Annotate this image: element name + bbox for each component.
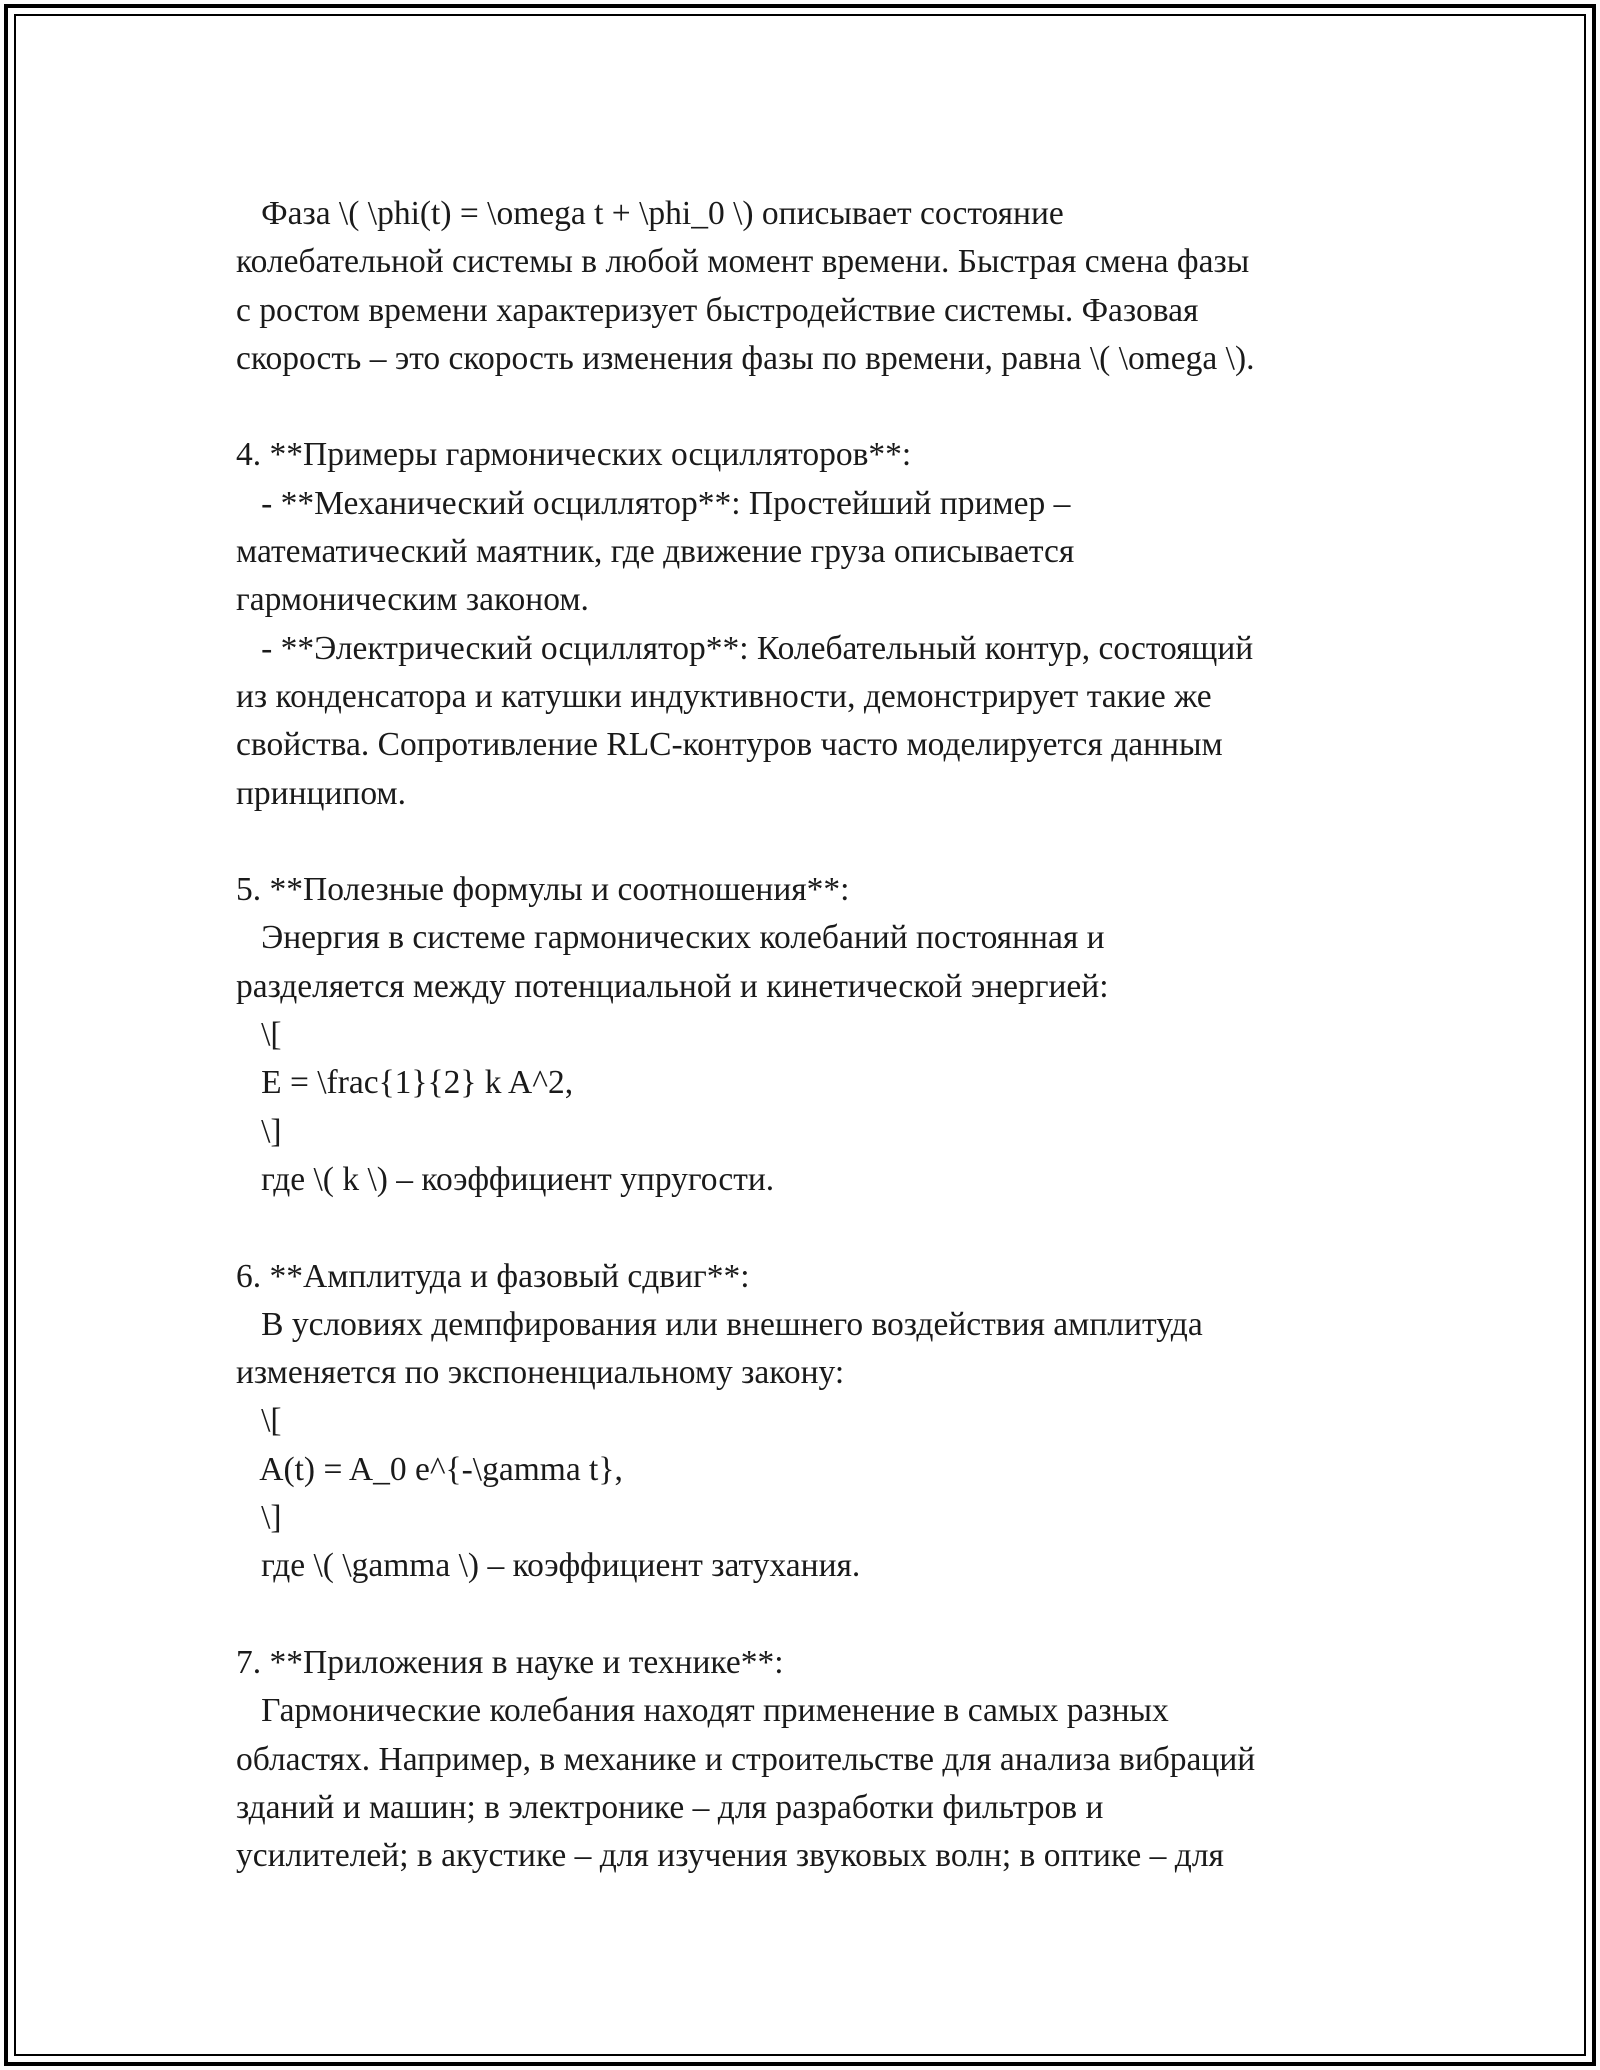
blank-line: [236, 1204, 1396, 1252]
text-line: колебательной системы в любой момент времени. Быстрая смена фазы: [236, 243, 1250, 281]
document-body: [236, 190, 1396, 1880]
text-line: 4. **Примеры гармонических осцилляторов**:: [236, 436, 912, 474]
text-line: 6. **Амплитуда и фазовый сдвиг**:: [236, 1257, 750, 1295]
text-line: \[: [236, 1016, 282, 1054]
text-line: 7. **Приложения в науке и технике**:: [236, 1643, 784, 1681]
text-line: A(t) = A_0 e^{-\gamma t},: [236, 1450, 623, 1488]
blank-line: [236, 383, 1396, 431]
text-line: Фаза \( \phi(t) = \omega t + \phi_0 \) описывает состояние: [236, 195, 1064, 232]
text-line: гармоническим законом.: [236, 581, 589, 619]
text-line: принципом.: [236, 774, 407, 812]
text-line: 5. **Полезные формулы и соотношения**:: [236, 871, 850, 909]
text-line: разделяется между потенциальной и кинетической энергией:: [236, 967, 1109, 1005]
blank-line: [236, 1591, 1396, 1639]
text-line: \]: [236, 1112, 282, 1150]
text-line: с ростом времени характеризует быстродействие системы. Фазовая: [236, 291, 1199, 329]
text-line: Гармонические колебания находят применение в самых разных: [236, 1692, 1169, 1730]
text-line: E = \frac{1}{2} k A^2,: [236, 1064, 574, 1102]
text-line: В условиях демпфирования или внешнего воздействия амплитуда: [236, 1305, 1203, 1343]
text-line: скорость – это скорость изменения фазы по времени, равна \( \omega \).: [236, 339, 1255, 377]
text-line: областях. Например, в механике и строительстве для анализа вибраций: [236, 1740, 1256, 1778]
text-line: \]: [236, 1499, 282, 1537]
text-line: математический маятник, где движение груза описывается: [236, 533, 1075, 571]
text-line: где \( \gamma \) – коэффициент затухания.: [236, 1547, 861, 1585]
text-line: - **Механический осциллятор**: Простейший пример –: [236, 484, 1071, 522]
text-line: \[: [236, 1402, 282, 1440]
text-line: где \( k \) – коэффициент упругости.: [236, 1160, 775, 1198]
blank-line: [236, 818, 1396, 866]
text-line: - **Электрический осциллятор**: Колебательный контур, состоящий: [236, 629, 1254, 667]
text-line: свойства. Сопротивление RLC-контуров часто моделируется данным: [236, 726, 1223, 764]
text-line: из конденсатора и катушки индуктивности, демонстрирует такие же: [236, 677, 1212, 715]
text-line: изменяется по экспоненциальному закону:: [236, 1354, 845, 1392]
text-line: зданий и машин; в электронике – для разработки фильтров и: [236, 1788, 1104, 1826]
text-line: усилителей; в акустике – для изучения звуковых волн; в оптике – для: [236, 1837, 1224, 1875]
text-line: Энергия в системе гармонических колебаний постоянная и: [236, 919, 1105, 957]
